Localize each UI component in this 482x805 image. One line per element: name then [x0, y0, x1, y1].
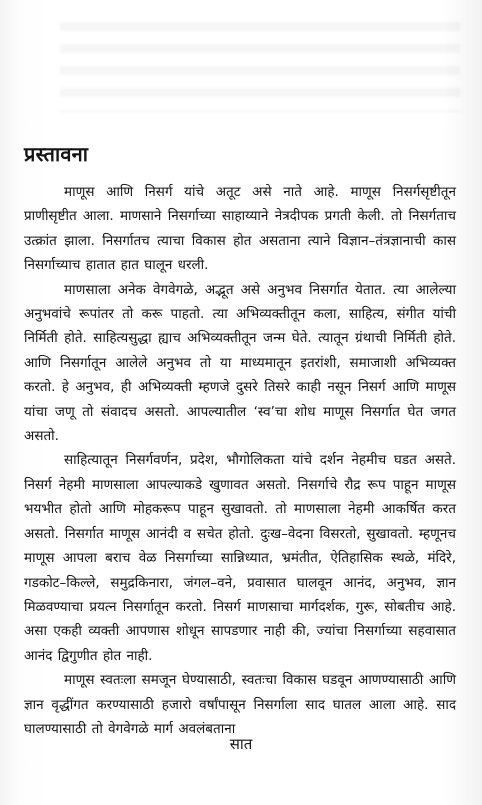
page-heading: प्रस्तावना: [24, 142, 89, 166]
paragraph: माणूस आणि निसर्ग यांचे अतूट असे नाते आहे. माणूस निसर्गसृष्टीतून प्राणीसृष्टीत आला. माणसाने निसर्गाच्या साहाय्याने नेत्रदीपक प्रगती केली. तो निसर्गताच उत्क्रांत झाला. निसर्गातच त्याचा विकास होत असताना त्याने विज्ञान–तंत्रज्ञानाची कास निसर्गाच्याच हातात हात घालून धरली.: [24, 184, 456, 274]
paragraph: माणूस स्वतःला समजून घेण्यासाठी, स्वतःचा विकास घडवून आणण्यासाठी आणि ज्ञान वृद्धींगत करण्यासाठी हजारो वर्षांपासून निसर्गाला साद घातल आला आहे. साद घालण्यासाठी तो वेगवेगळे मार्ग अवलंबताना: [24, 672, 456, 737]
paragraph: माणसाला अनेक वेगवेगळे, अद्भूत असे अनुभव निसर्गात येतात. त्या आलेल्या अनुभवांचे रूपांतर तो करू पाहतो. त्या अभिव्यक्तीतून कला, साहित्य, संगीत यांची निर्मिती होते. साहित्यसुद्धा ह्याच अभिव्यक्तीतून जन्म घेते. त्यातून ग्रंथाची निर्मिती होते. आणि निसर्गातून आलेले अनुभव तो या माध्यमातून इतरांशी, समाजाशी अभिव्यक्त करतो. हे अनुभव, ही अभिव्यक्ती म्हणजे दुसरे तिसरे काही नसून निसर्ग आणि माणूस यांचा जणू तो संवादच असतो. आपल्यातील ‘स्व’चा शोध माणूस निसर्गात घेत जगत असतो.: [24, 281, 456, 445]
paragraph: साहित्यातून निसर्गवर्णन, प्रदेश, भौगोलिकता यांचे दर्शन नेहमीच घडत असते. निसर्ग नेहमी माणसाला आपल्याकडे खुणावत असतो. निसर्गाचे रौद्र रूप पाहून माणूस भयभीत होतो आणि मोहकरूप पाहून सुखावतो. तो माणसाला नेहमी आकर्षित करत असतो. निसर्गात माणूस आनंदी व सचेत होतो. दुःख–वेदना विसरतो, सुखावतो. म्हणूनच माणूस आपला बराच वेळ निसर्गाच्या सान्निध्यात, भ्रमंतीत, ऐतिहासिक स्थळे, मंदिरे, गडकोट–किल्ले, समुद्रकिनारा, जंगल–वने, प्रवासात घालवून आनंद, अनुभव, ज्ञान मिळवण्याचा प्रयत्न निसर्गातून करतो. निसर्ग माणसाचा मार्गदर्शक, गुरू, सोबतीच आहे. असा एकही व्यक्ती आपणास शोधून सापडणार नाही की, ज्यांचा निसर्गाच्या सहवासात आनंद द्विगुणीत होत नाही.: [24, 452, 456, 664]
page-bleed-through: [60, 22, 460, 112]
page-number: सात: [229, 735, 253, 753]
body-text: [24, 180, 456, 741]
